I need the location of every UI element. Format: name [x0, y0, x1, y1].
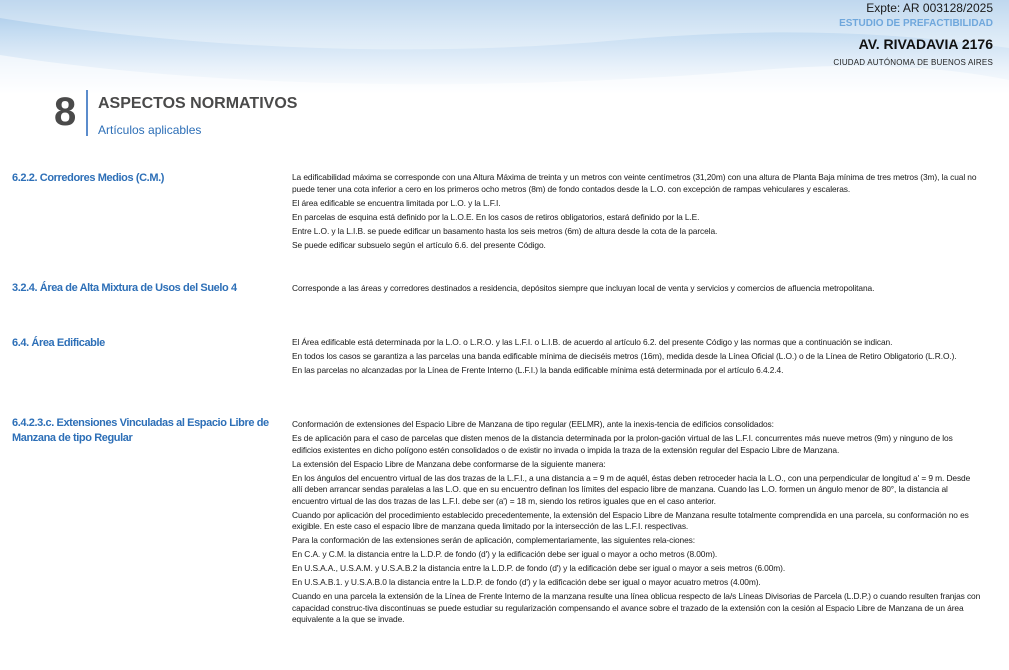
section-subtitle: Artículos aplicables — [98, 123, 202, 137]
section-title: ASPECTOS NORMATIVOS — [98, 95, 298, 112]
section-divider — [86, 90, 88, 136]
article-paragraph: En U.S.A.B.1. y U.S.A.B.0 la distancia entre la L.D.P. de fondo (d') y la edificación debe ser igual o mayor acuatro metros (4.00m). — [292, 577, 761, 588]
article-body — [292, 419, 982, 628]
article-paragraph: Para la conformación de las extensiones serán de aplicación, complementariamente, las siguientes rela-ciones: — [292, 535, 695, 546]
article-paragraph: Cuando en una parcela la extensión de la Línea de Frente Interno de la manzana resulte una línea oblicua respecto de la/s Líneas Divisorias de Parcela (L.D.P.) o cuando resulten franjas con capacidad construc-tiva discontinuas se puede estudiar su regularización compensando el avance sobre el trazado de la extensión con la cesión al Espacio Libre de Manzana de un área equivalente a la que se invade. — [292, 591, 981, 625]
section-number: 8 — [54, 90, 77, 134]
article-paragraph: En las parcelas no alcanzadas por la Línea de Frente Interno (L.F.I.) la banda edificable mínima está determinada por el artículo 6.4.2.4. — [292, 364, 784, 375]
expediente-number: Expte: AR 003128/2025 — [866, 1, 993, 15]
article-paragraph: En parcelas de esquina está definido por la L.O.E. En los casos de retiros obligatorios, estará definido por la L.E. — [292, 211, 700, 222]
article-paragraph: La edificabilidad máxima se corresponde con una Altura Máxima de treinta y un metros con veinte centímetros (31,20m) con una altura de Planta Baja mínima de tres metros (3m), la cual no puede tener una cota inferior a cero en los primeros ocho metros (8m) de fondo contados desde la L.O. con excepción de rampas vehiculares y escaleras. — [292, 172, 977, 194]
article-paragraph: El área edificable se encuentra limitada por L.O. y la L.F.I. — [292, 197, 501, 208]
article-paragraph: Corresponde a las áreas y corredores destinados a residencia, depósitos siempre que incluyan local de venta y servicios y comercios de afluencia metropolitana. — [292, 283, 875, 293]
article-body — [292, 283, 982, 297]
study-type: ESTUDIO DE PREFACTIBILIDAD — [839, 18, 993, 29]
article-paragraph: Conformación de extensiones del Espacio Libre de Manzana de tipo regular (EELMR), ante la inexis-tencia de edificios consolidados: — [292, 419, 774, 429]
property-address: AV. RIVADAVIA 2176 — [858, 36, 993, 52]
header-wave-decoration — [0, 0, 1009, 95]
city-name: CIUDAD AUTÓNOMA DE BUENOS AIRES — [833, 58, 993, 67]
article-paragraph: Se puede edificar subsuelo según el artículo 6.6. del presente Código. — [292, 239, 546, 250]
article-paragraph: En todos los casos se garantiza a las parcelas una banda edificable mínima de dieciséis metros (16m), medida desde la Línea Oficial (L.O.) o de la Línea de Retiro Obligatorio (L.R.O.). — [292, 350, 957, 361]
article-paragraph: La extensión del Espacio Libre de Manzana debe conformarse de la siguiente manera: — [292, 458, 606, 469]
article-title: 6.4. Área Edificable — [12, 337, 105, 349]
article-paragraph: En U.S.A.A., U.S.A.M. y U.S.A.B.2 la distancia entre la L.D.P. de fondo (d') y la edificación debe ser igual o mayor a seis metros (6.00m). — [292, 563, 786, 574]
article-paragraph: Cuando por aplicación del procedimiento establecido precedentemente, la extensión del Espacio Libre de Manzana resulte totalmente comprendida en una parcela, su conformación no es exigible. En este caso el espacio libre de manzana queda limitado por la intersección de las L.F.I. respectivas. — [292, 509, 969, 532]
article-title: 6.4.2.3.c. Extensiones Vinculadas al Espacio Libre de Manzana de tipo Regular — [12, 417, 269, 444]
article-title: 3.2.4. Área de Alta Mixtura de Usos del Suelo 4 — [12, 282, 237, 294]
article-paragraph: Es de aplicación para el caso de parcelas que disten menos de la distancia determinada por la prolon-gación virtual de las L.F.I. concurrentes más nueve metros (9m) y ninguno de los edificios existentes en dicho polígono estén consolidados o de existir no invada o impida la traza de la extensión regular del Espacio Libre de Manzana. — [292, 432, 953, 455]
article-body — [292, 337, 982, 379]
article-title: 6.2.2. Corredores Medios (C.M.) — [12, 172, 165, 184]
article-paragraph: En los ángulos del encuentro virtual de las dos trazas de la L.F.I., a una distancia a = 9 m de aquél, éstas deben retroceder hacia la L.O., con una perpendicular de longitud a' = 9 m. Desde allí deben arrancar sendas paralelas a las L.O. que en su encuentro definan los límites del espacio libre de manzana. Cuando las L.O. formen un ángulo menor de 80°, la distancia al encuentro virtual de las dos trazas de las L.F.I. debe ser (a') = 18 m, siendo los retiros iguales que en el caso anterior. — [292, 472, 971, 506]
article-body — [292, 172, 982, 254]
article-paragraph: En C.A. y C.M. la distancia entre la L.D.P. de fondo (d') y la edificación debe ser igual o mayor a ocho metros (8.00m). — [292, 549, 718, 560]
article-paragraph: Entre L.O. y la L.I.B. se puede edificar un basamento hasta los seis metros (6m) de altura desde la cota de la parcela. — [292, 225, 718, 236]
article-paragraph: El Área edificable está determinada por la L.O. o L.R.O. y las L.F.I. o L.I.B. de acuerdo al artículo 6.2. del presente Código y las normas que a continuación se indican. — [292, 337, 893, 347]
